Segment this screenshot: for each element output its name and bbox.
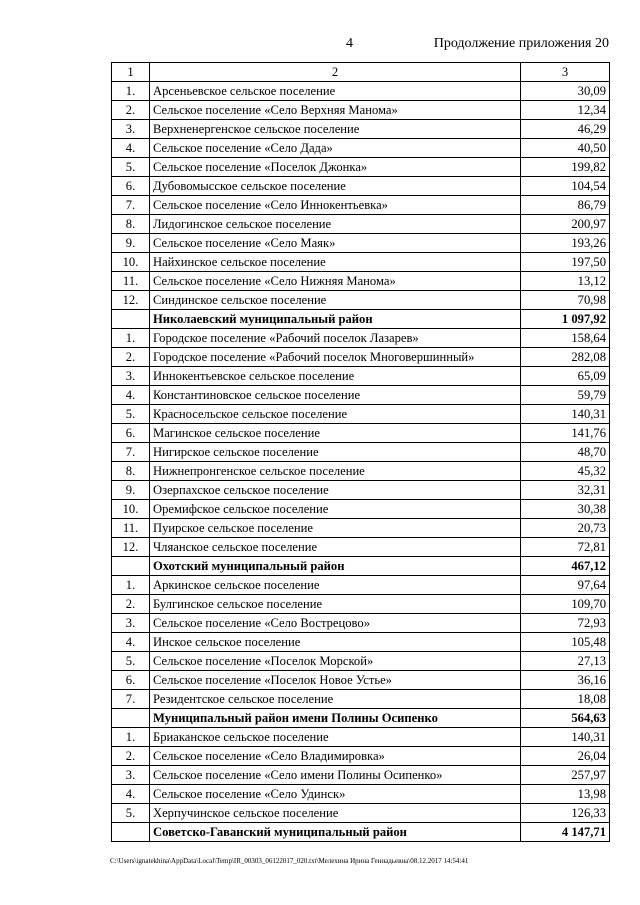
table-row: [112, 576, 610, 595]
row-value: 65,09: [521, 367, 610, 386]
row-value: 72,93: [521, 614, 610, 633]
district-total-row: [112, 310, 610, 329]
district-total-row: [112, 823, 610, 842]
settlement-name: Красносельское сельское поселение: [150, 405, 521, 424]
table-row: [112, 158, 610, 177]
settlement-name: Сельское поселение «Село Вострецово»: [150, 614, 521, 633]
row-number: 1.: [112, 576, 150, 595]
row-value: 46,29: [521, 120, 610, 139]
settlement-name: Магинское сельское поселение: [150, 424, 521, 443]
row-number: 8.: [112, 215, 150, 234]
row-number: 8.: [112, 462, 150, 481]
settlement-name: Сельское поселение «Поселок Новое Устье»: [150, 671, 521, 690]
table-row: [112, 481, 610, 500]
row-value: 27,13: [521, 652, 610, 671]
table-row: [112, 595, 610, 614]
row-value: 200,97: [521, 215, 610, 234]
row-number: [112, 310, 150, 329]
table-row: [112, 462, 610, 481]
table-row: [112, 82, 610, 101]
column-header-3: 3: [521, 63, 610, 82]
row-number: 3.: [112, 120, 150, 139]
row-number: 4.: [112, 785, 150, 804]
settlement-name: Сельское поселение «Село Нижняя Манома»: [150, 272, 521, 291]
row-value: 141,76: [521, 424, 610, 443]
row-value: 45,32: [521, 462, 610, 481]
row-number: 3.: [112, 766, 150, 785]
settlement-name: Охотский муниципальный район: [150, 557, 521, 576]
row-number: 11.: [112, 519, 150, 538]
table-row: [112, 253, 610, 272]
row-value: 105,48: [521, 633, 610, 652]
row-number: 4.: [112, 139, 150, 158]
row-number: 4.: [112, 633, 150, 652]
settlement-name: Константиновское сельское поселение: [150, 386, 521, 405]
table-row: [112, 272, 610, 291]
table-row: [112, 538, 610, 557]
table-row: [112, 671, 610, 690]
settlement-name: Лидогинское сельское поселение: [150, 215, 521, 234]
row-number: 3.: [112, 367, 150, 386]
row-value: 12,34: [521, 101, 610, 120]
settlement-name: Найхинское сельское поселение: [150, 253, 521, 272]
row-value: 13,98: [521, 785, 610, 804]
settlement-name: Сельское поселение «Село Маяк»: [150, 234, 521, 253]
row-number: 6.: [112, 177, 150, 196]
settlement-name: Чляанское сельское поселение: [150, 538, 521, 557]
settlement-name: Нижнепронгенское сельское поселение: [150, 462, 521, 481]
settlement-name: Сельское поселение «Село Верхняя Манома»: [150, 101, 521, 120]
row-number: 5.: [112, 158, 150, 177]
row-number: 7.: [112, 443, 150, 462]
settlement-name: Николаевский муниципальный район: [150, 310, 521, 329]
footer-file-path: C:\Users\ignatekhina\AppData\Local\Temp\IR_00303_06122017_020.txt\Мелехина Ирина Геннадьевна\08.12.2017 14:54:41: [110, 857, 469, 865]
row-number: 5.: [112, 652, 150, 671]
row-number: 7.: [112, 690, 150, 709]
row-value: 1 097,92: [521, 310, 610, 329]
settlement-name: Аркинское сельское поселение: [150, 576, 521, 595]
row-value: 467,12: [521, 557, 610, 576]
settlement-name: Озерпахское сельское поселение: [150, 481, 521, 500]
table-row: [112, 804, 610, 823]
settlement-name: Сельское поселение «Село имени Полины Осипенко»: [150, 766, 521, 785]
settlement-name: Арсеньевское сельское поселение: [150, 82, 521, 101]
row-number: 11.: [112, 272, 150, 291]
row-value: 97,64: [521, 576, 610, 595]
settlement-name: Сельское поселение «Село Владимировка»: [150, 747, 521, 766]
row-value: 282,08: [521, 348, 610, 367]
table-row: [112, 405, 610, 424]
settlement-name: Инское сельское поселение: [150, 633, 521, 652]
row-number: 12.: [112, 538, 150, 557]
row-number: 12.: [112, 291, 150, 310]
settlement-name: Дубовомысское сельское поселение: [150, 177, 521, 196]
page-number: 4: [346, 36, 353, 51]
row-number: 2.: [112, 348, 150, 367]
table-row: [112, 747, 610, 766]
settlement-name: Синдинское сельское поселение: [150, 291, 521, 310]
row-number: 9.: [112, 481, 150, 500]
page-continuation-title: Продолжение приложения 20: [433, 36, 609, 51]
settlement-name: Пуирское сельское поселение: [150, 519, 521, 538]
settlement-name: Сельское поселение «Село Дада»: [150, 139, 521, 158]
row-number: 10.: [112, 253, 150, 272]
row-number: 1.: [112, 82, 150, 101]
settlement-name: Сельское поселение «Село Иннокентьевка»: [150, 196, 521, 215]
row-value: 48,70: [521, 443, 610, 462]
row-number: [112, 557, 150, 576]
district-total-row: [112, 557, 610, 576]
row-value: 564,63: [521, 709, 610, 728]
table-row: [112, 329, 610, 348]
row-number: 3.: [112, 614, 150, 633]
settlement-name: Сельское поселение «Поселок Джонка»: [150, 158, 521, 177]
settlement-name: Резидентское сельское поселение: [150, 690, 521, 709]
table-row: [112, 728, 610, 747]
table-row: [112, 443, 610, 462]
row-value: 32,31: [521, 481, 610, 500]
row-value: 197,50: [521, 253, 610, 272]
table-row: [112, 386, 610, 405]
row-value: 70,98: [521, 291, 610, 310]
page-header: [0, 36, 640, 56]
table-row: [112, 424, 610, 443]
settlement-name: Херпучинское сельское поселение: [150, 804, 521, 823]
table-row: [112, 633, 610, 652]
row-value: 199,82: [521, 158, 610, 177]
table-row: [112, 785, 610, 804]
settlement-name: Иннокентьевское сельское поселение: [150, 367, 521, 386]
table-row: [112, 766, 610, 785]
row-number: 6.: [112, 424, 150, 443]
row-value: 18,08: [521, 690, 610, 709]
settlement-name: Сельское поселение «Село Удинск»: [150, 785, 521, 804]
row-value: 140,31: [521, 405, 610, 424]
row-number: 1.: [112, 329, 150, 348]
data-table: [111, 62, 610, 842]
row-number: 1.: [112, 728, 150, 747]
table-row: [112, 519, 610, 538]
row-value: 104,54: [521, 177, 610, 196]
row-number: 9.: [112, 234, 150, 253]
row-value: 26,04: [521, 747, 610, 766]
settlement-name: Оремифское сельское поселение: [150, 500, 521, 519]
table-row: [112, 690, 610, 709]
table-row: [112, 177, 610, 196]
row-number: 2.: [112, 747, 150, 766]
settlement-name: Верхненергенское сельское поселение: [150, 120, 521, 139]
settlement-name: Городское поселение «Рабочий поселок Многовершинный»: [150, 348, 521, 367]
column-header-2: 2: [150, 63, 521, 82]
row-value: 140,31: [521, 728, 610, 747]
row-value: 59,79: [521, 386, 610, 405]
settlement-name: Муниципальный район имени Полины Осипенко: [150, 709, 521, 728]
settlement-name: Городское поселение «Рабочий поселок Лазарев»: [150, 329, 521, 348]
row-number: 4.: [112, 386, 150, 405]
table-header-row: [112, 63, 610, 82]
district-total-row: [112, 709, 610, 728]
table-row: [112, 196, 610, 215]
row-number: 7.: [112, 196, 150, 215]
row-number: [112, 823, 150, 842]
table-row: [112, 234, 610, 253]
row-value: 4 147,71: [521, 823, 610, 842]
table-row: [112, 215, 610, 234]
row-number: 5.: [112, 405, 150, 424]
row-value: 126,33: [521, 804, 610, 823]
table-body: [112, 63, 610, 842]
settlement-name: Нигирское сельское поселение: [150, 443, 521, 462]
row-value: 30,38: [521, 500, 610, 519]
table-row: [112, 348, 610, 367]
row-number: 10.: [112, 500, 150, 519]
column-header-1: 1: [112, 63, 150, 82]
table-row: [112, 291, 610, 310]
row-value: 36,16: [521, 671, 610, 690]
settlement-name: Советско-Гаванский муниципальный район: [150, 823, 521, 842]
table-row: [112, 614, 610, 633]
settlement-name: Бриаканское сельское поселение: [150, 728, 521, 747]
row-value: 20,73: [521, 519, 610, 538]
row-number: 5.: [112, 804, 150, 823]
row-number: 2.: [112, 595, 150, 614]
row-value: 30,09: [521, 82, 610, 101]
row-value: 86,79: [521, 196, 610, 215]
row-number: 6.: [112, 671, 150, 690]
table-row: [112, 120, 610, 139]
settlement-name: Булгинское сельское поселение: [150, 595, 521, 614]
row-value: 158,64: [521, 329, 610, 348]
table-row: [112, 367, 610, 386]
table-row: [112, 101, 610, 120]
row-value: 193,26: [521, 234, 610, 253]
table-row: [112, 139, 610, 158]
settlement-name: Сельское поселение «Поселок Морской»: [150, 652, 521, 671]
row-value: 72,81: [521, 538, 610, 557]
table-row: [112, 500, 610, 519]
row-value: 109,70: [521, 595, 610, 614]
row-number: 2.: [112, 101, 150, 120]
row-number: [112, 709, 150, 728]
row-value: 40,50: [521, 139, 610, 158]
table-row: [112, 652, 610, 671]
row-value: 257,97: [521, 766, 610, 785]
row-value: 13,12: [521, 272, 610, 291]
